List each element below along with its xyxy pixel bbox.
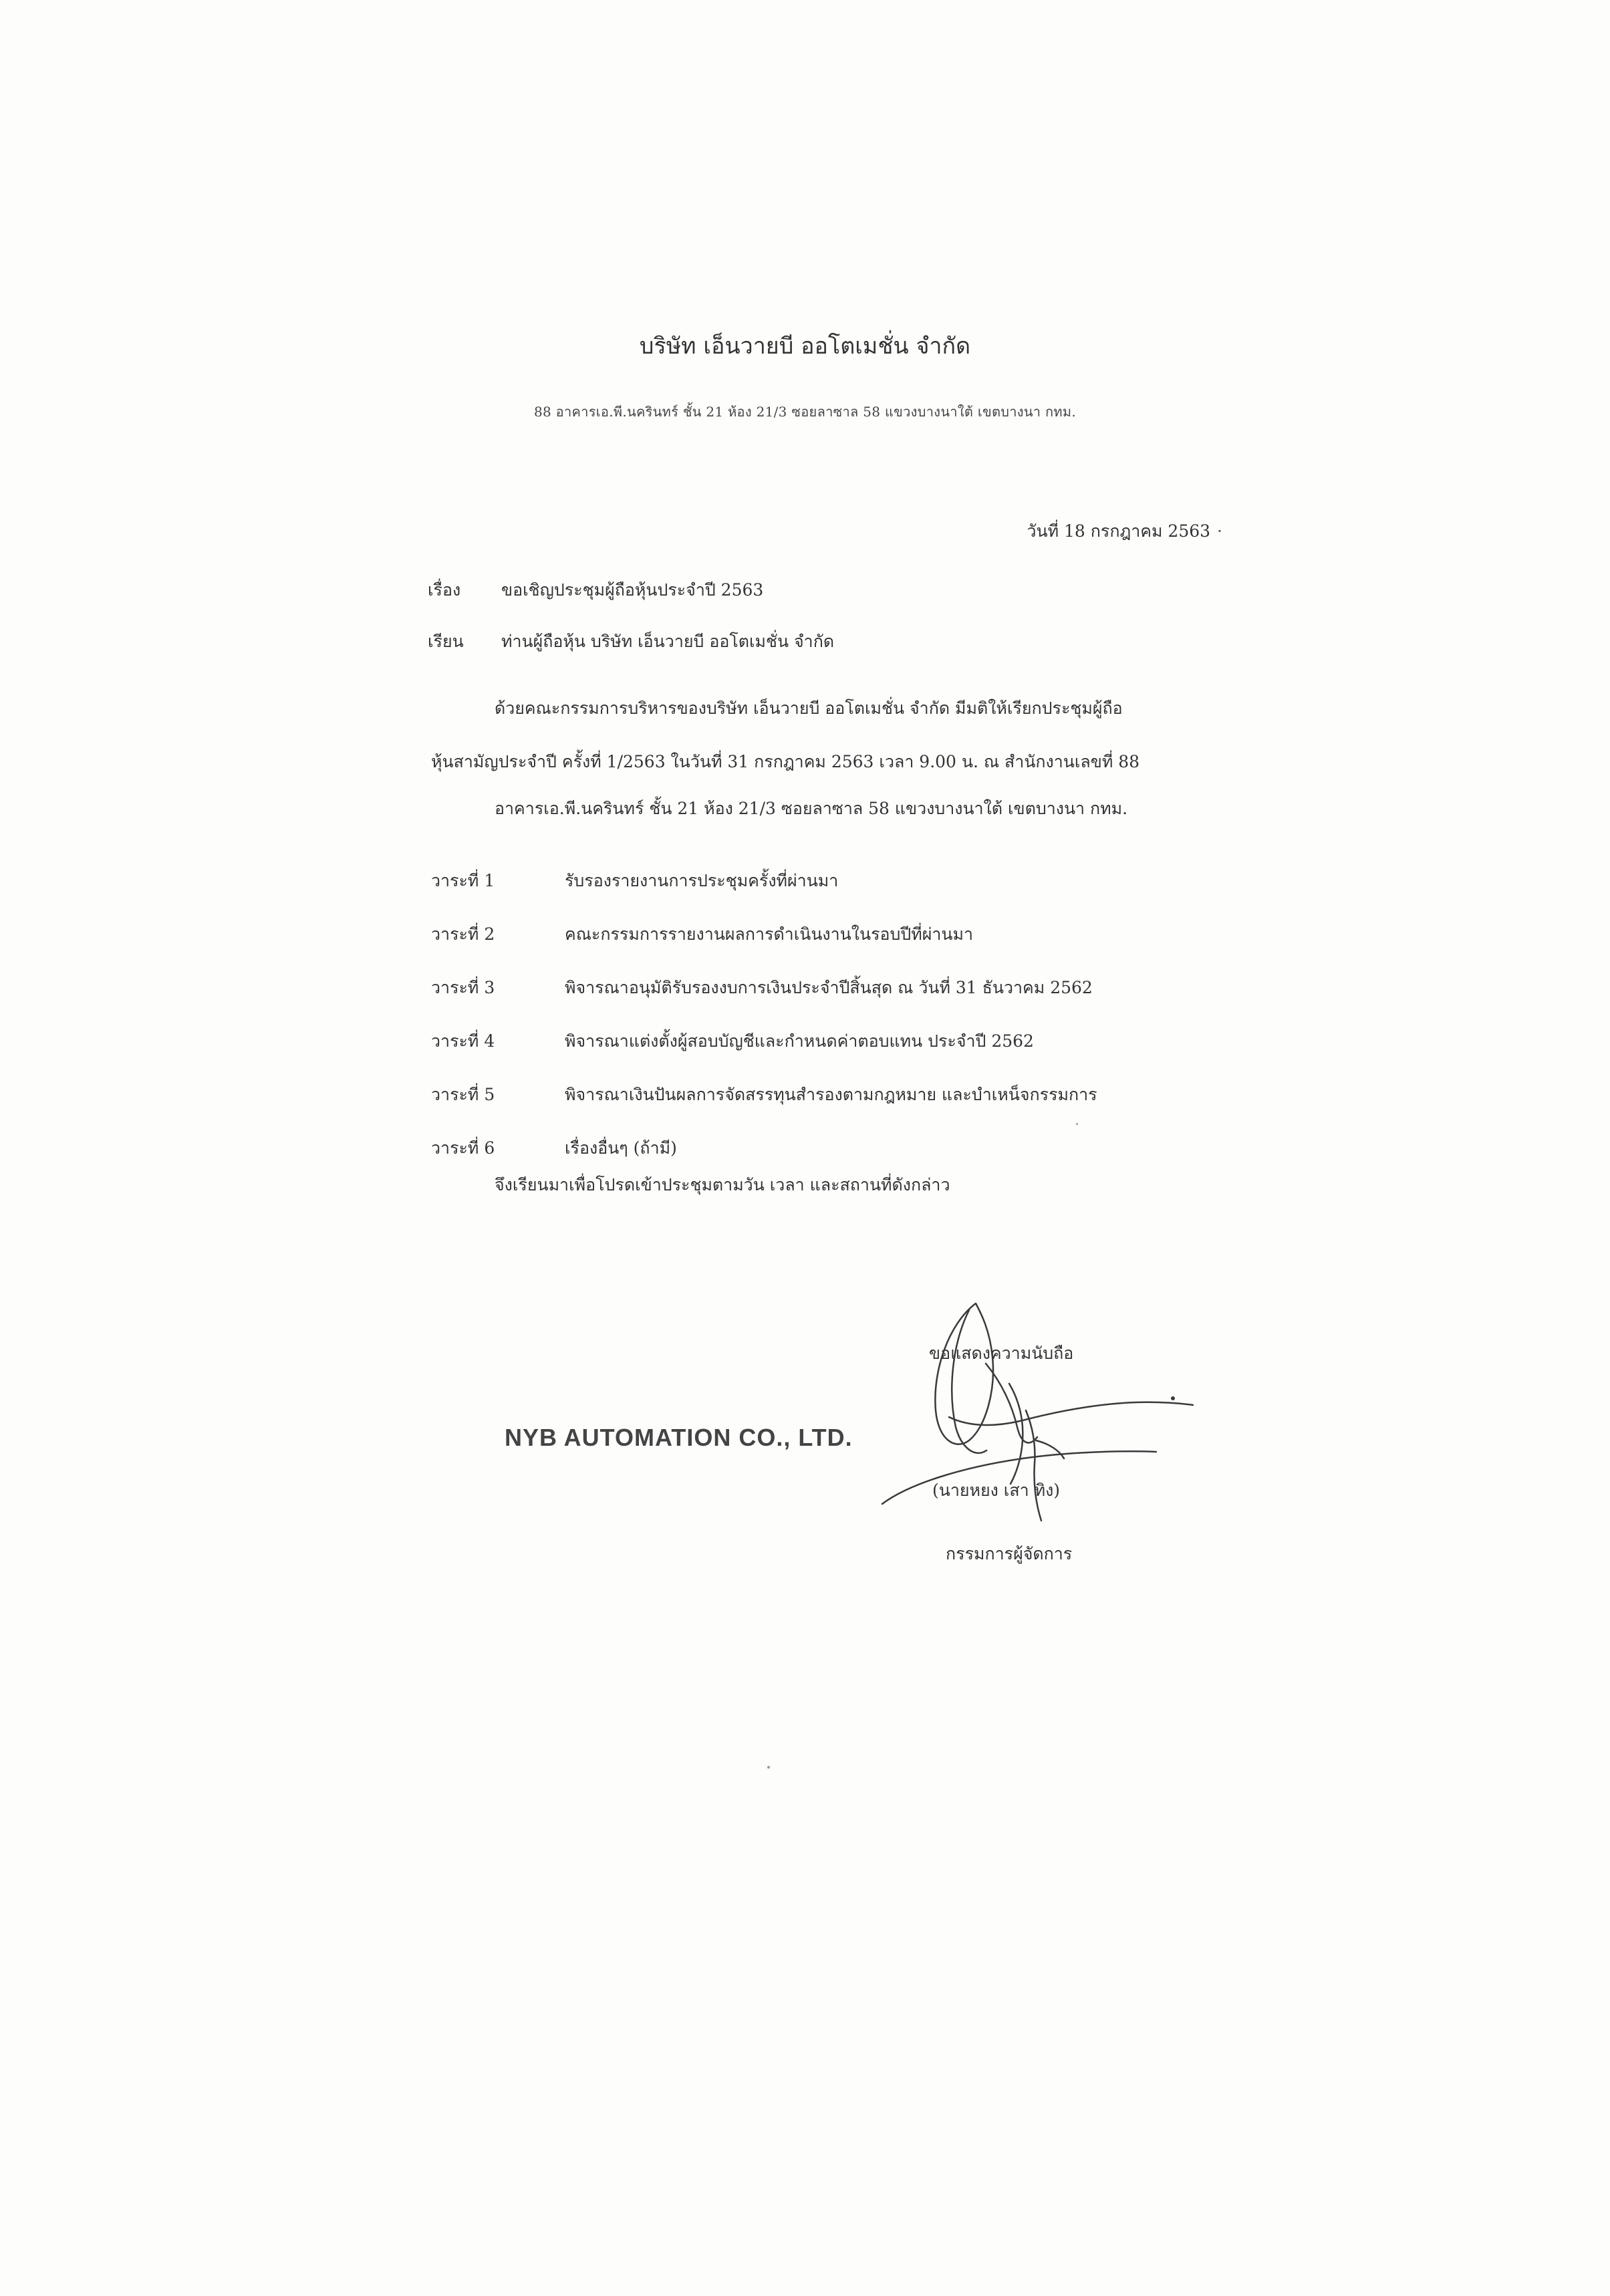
agenda-item-text: พิจารณาเงินปันผลการจัดสรรทุนสำรองตามกฎหมาย และบำเหน็จกรรมการ — [565, 1085, 1097, 1104]
agenda-item-text: พิจารณาแต่งตั้งผู้สอบบัญชีและกำหนดค่าตอบแทน ประจำปี 2562 — [565, 1031, 1034, 1051]
agenda-item — [431, 1081, 1300, 1135]
signer-title: กรรมการผู้จัดการ — [946, 1544, 1073, 1563]
agenda-item-text: รับรองรายงานการประชุมครั้งที่ผ่านมา — [565, 871, 839, 890]
agenda-item-label: วาระที่ 6 — [431, 1138, 495, 1158]
agenda-item-label: วาระที่ 1 — [431, 871, 495, 890]
subject-label: เรื่อง — [428, 580, 461, 600]
letterhead-company-name: บริษัท เอ็นวายบี ออโตเมชั่น จำกัด — [639, 333, 971, 360]
letter-date — [1027, 518, 1222, 545]
date-mark: · — [1217, 521, 1222, 541]
recipient-row — [428, 628, 834, 655]
regards-line: ขอแสดงความนับถือ — [929, 1344, 1074, 1363]
letterhead-address: 88 อาคารเอ.พี.นครินทร์ ชั้น 21 ห้อง 21/3 ซอยลาซาล 58 แขวงบางนาใต้ เขตบางนา กทม. — [533, 404, 1077, 420]
scan-speck — [1076, 1123, 1078, 1125]
subject-text: ขอเชิญประชุมผู้ถือหุ้นประจำปี 2563 — [501, 580, 764, 600]
agenda-item-text: พิจารณาอนุมัติรับรองงบการเงินประจำปีสิ้นสุด ณ วันที่ 31 ธันวาคม 2562 — [565, 978, 1093, 997]
agenda-item-text: เรื่องอื่นๆ (ถ้ามี) — [565, 1138, 677, 1158]
closing-line: จึงเรียนมาเพื่อโปรดเข้าประชุมตามวัน เวลา และสถานที่ดังกล่าว — [495, 1175, 950, 1194]
body-paragraph-line-1: ด้วยคณะกรรมการบริหารของบริษัท เอ็นวายบี ออโตเมชั่น จำกัด มีมติให้เรียกประชุมผู้ถือ — [495, 698, 1123, 718]
signer-name: (นายหยง เสา ทิง) — [932, 1481, 1061, 1500]
subject-row — [428, 577, 763, 604]
agenda-item-text: คณะกรรมการรายงานผลการดำเนินงานในรอบปีที่ผ่านมา — [565, 924, 974, 944]
letter-date-text: วันที่ 18 กรกฎาคม 2563 — [1027, 521, 1211, 541]
agenda-item — [431, 921, 1300, 975]
agenda-item — [431, 1028, 1300, 1081]
agenda-list — [431, 868, 1300, 1188]
recipient-text: ท่านผู้ถือหุ้น บริษัท เอ็นวายบี ออโตเมชั่น จำกัด — [501, 632, 835, 651]
recipient-label: เรียน — [428, 632, 464, 651]
agenda-item-label: วาระที่ 5 — [431, 1085, 495, 1104]
scan-speck — [767, 1766, 770, 1769]
body-paragraph-line-3: อาคารเอ.พี.นครินทร์ ชั้น 21 ห้อง 21/3 ซอยลาซาล 58 แขวงบางนาใต้ เขตบางนา กทม. — [495, 799, 1128, 818]
agenda-item-label: วาระที่ 2 — [431, 924, 495, 944]
handwritten-signature — [869, 1283, 1216, 1564]
agenda-item — [431, 868, 1300, 921]
agenda-item-label: วาระที่ 4 — [431, 1031, 495, 1051]
agenda-item-label: วาระที่ 3 — [431, 978, 495, 997]
company-stamp: NYB AUTOMATION CO., LTD. — [505, 1424, 853, 1451]
agenda-item — [431, 975, 1300, 1028]
body-paragraph-line-2: หุ้นสามัญประจำปี ครั้งที่ 1/2563 ในวันที่ 31 กรกฎาคม 2563 เวลา 9.00 น. ณ สำนักงานเลขที่ 88 — [431, 752, 1140, 771]
